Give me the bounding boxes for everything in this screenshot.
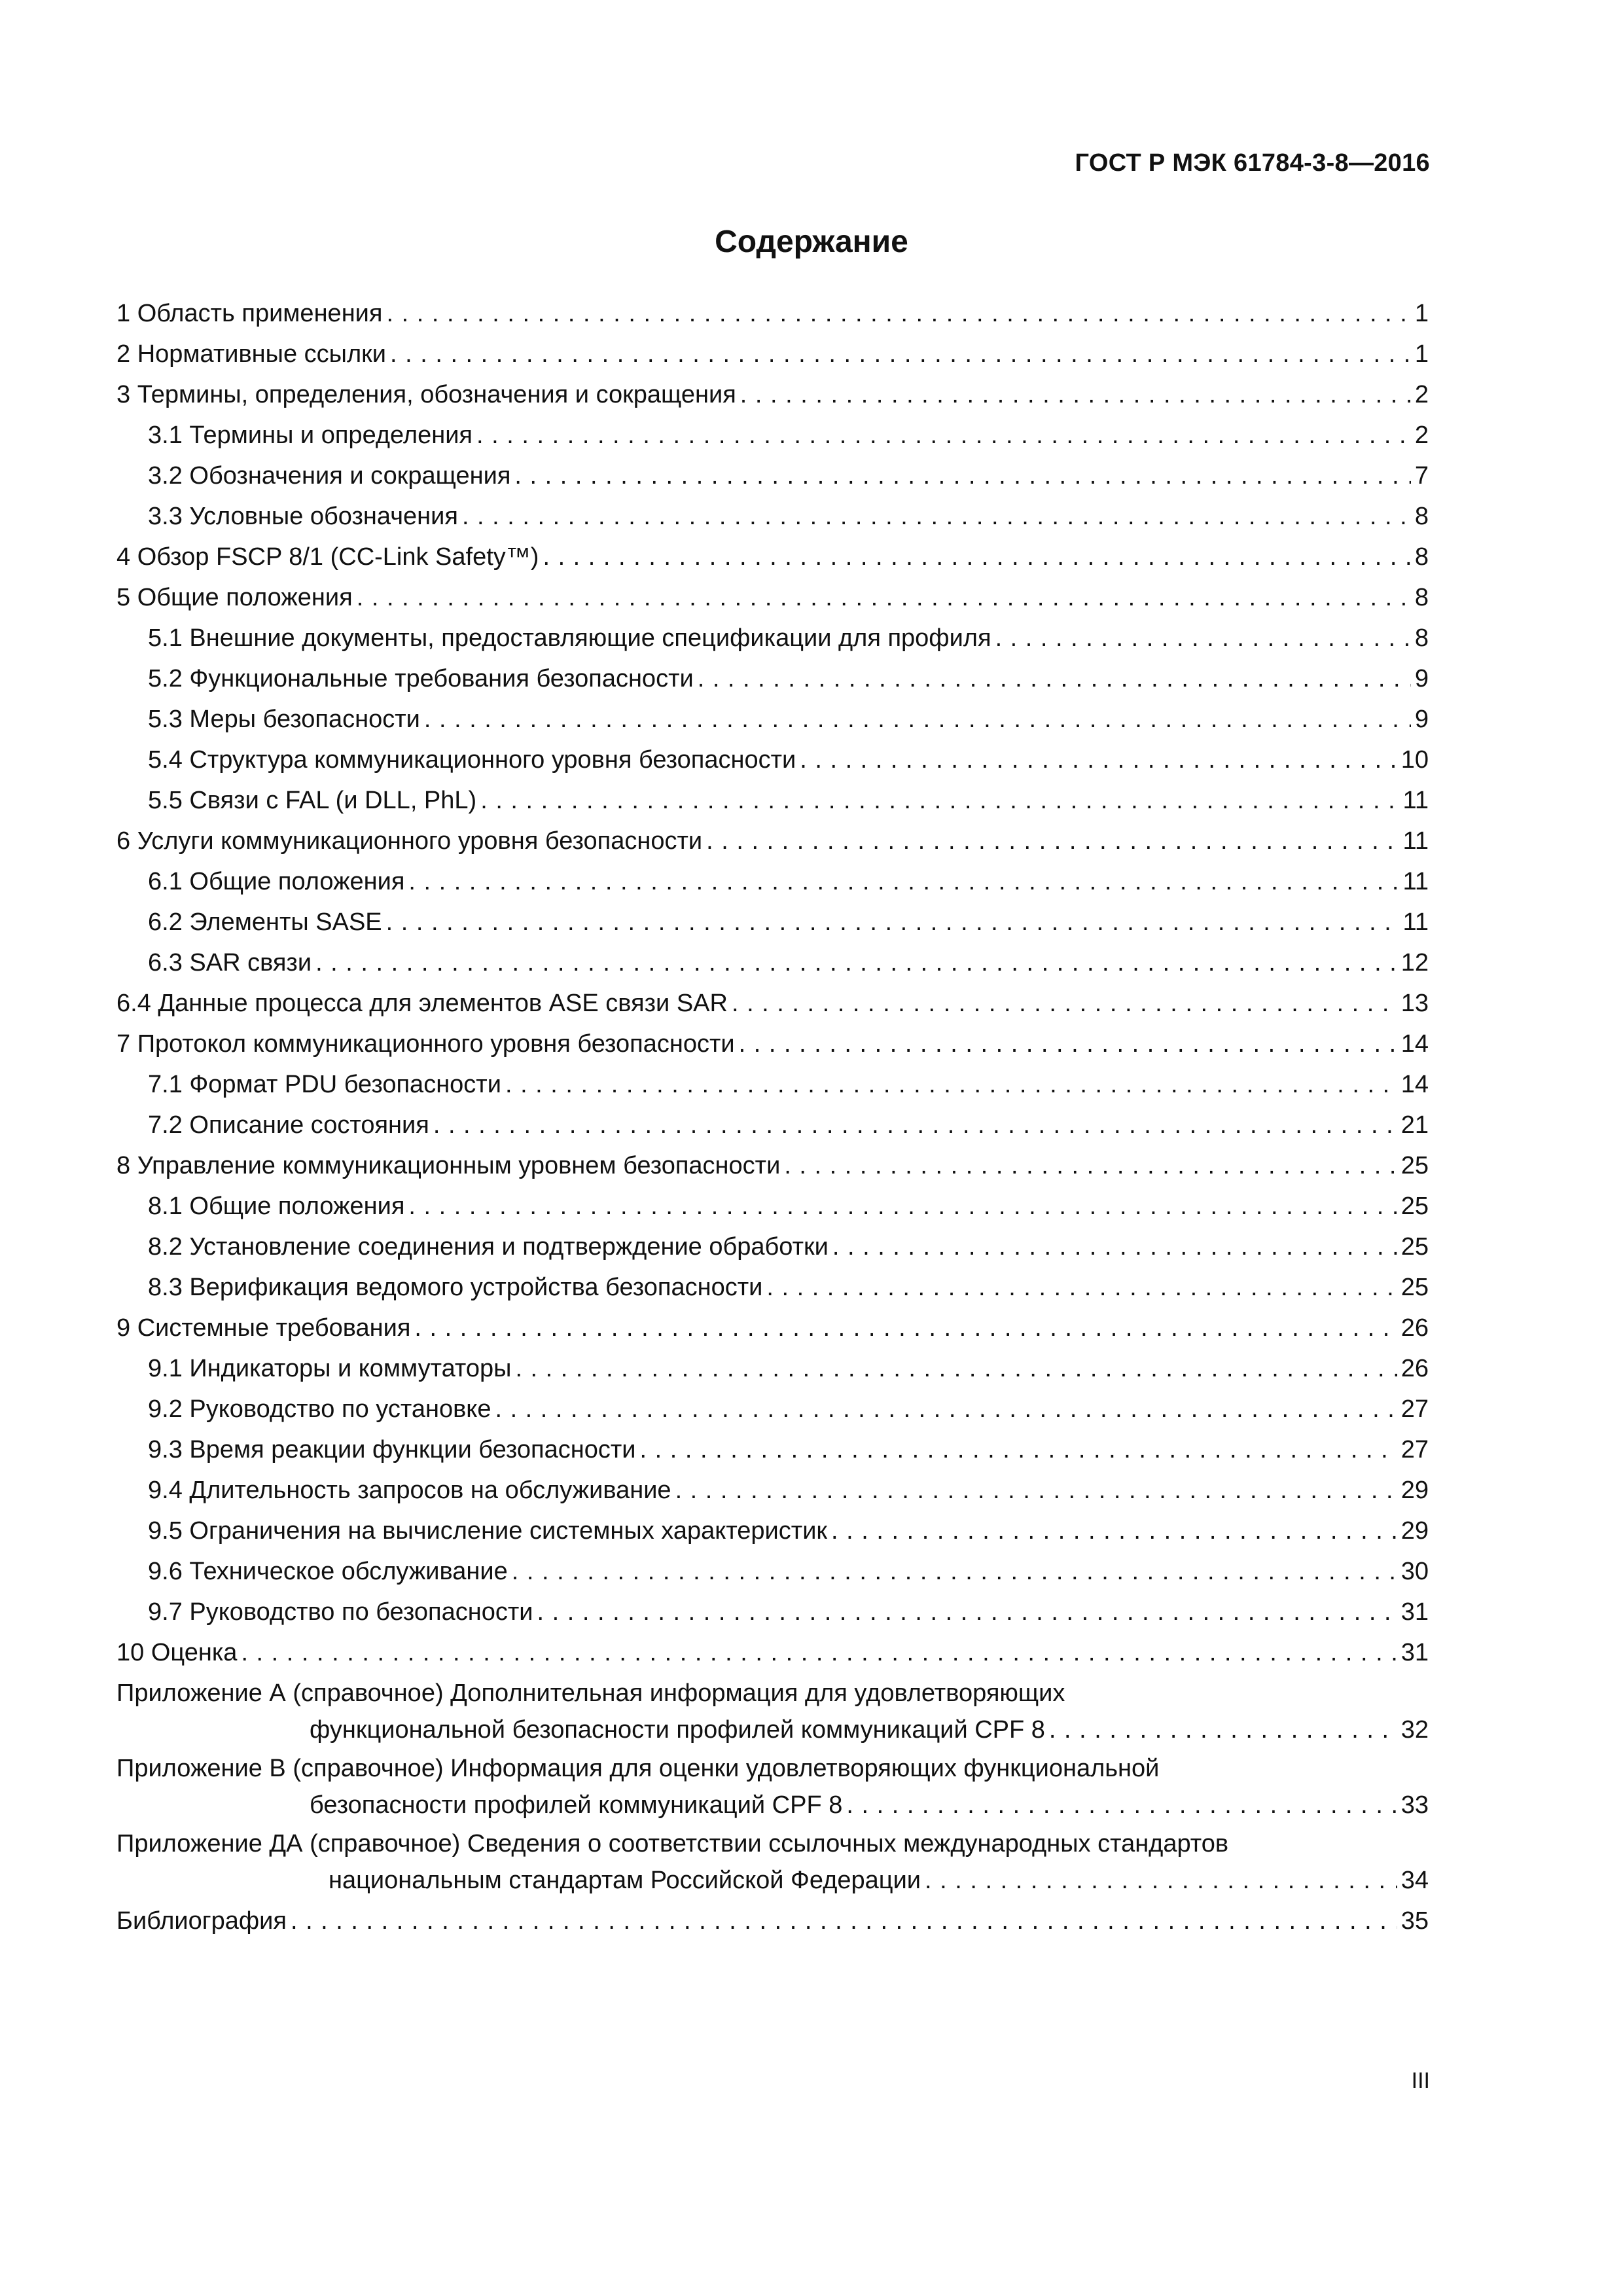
toc-entry-text: 9.1 Индикаторы и коммутаторы (148, 1355, 512, 1382)
toc-entry-text: 8.3 Верификация ведомого устройства безопасности (148, 1274, 763, 1301)
toc-annex-title: Приложение А (справочное) Дополнительная информация для удовлетворяющих (116, 1679, 1065, 1707)
toc-page-number: 14 (1400, 1071, 1429, 1098)
toc-entry-text: 8.1 Общие положения (148, 1193, 405, 1220)
toc-leader-dots (515, 1348, 1397, 1389)
toc-leader-dots (925, 1862, 1397, 1899)
toc-entry-text: 9.4 Длительность запросов на обслуживание (148, 1477, 671, 1504)
table-of-contents (116, 293, 1429, 1941)
toc-page-number: 29 (1400, 1477, 1429, 1504)
toc-page-number: 27 (1400, 1395, 1429, 1423)
toc-leader-dots (706, 821, 1399, 861)
toc-page-number: 21 (1400, 1111, 1429, 1139)
toc-leader-dots (640, 1429, 1397, 1470)
toc-entry-text: 8.2 Установление соединения и подтверждение обработки (148, 1233, 829, 1261)
toc-page-number: 7 (1414, 462, 1429, 490)
toc-entry[interactable] (116, 1024, 1429, 1064)
toc-page-number: 27 (1400, 1436, 1429, 1463)
page-title: Содержание (715, 224, 908, 259)
toc-leader-dots (408, 861, 1399, 902)
toc-entry[interactable] (116, 1348, 1429, 1389)
toc-entry-text: 7 Протокол коммуникационного уровня безопасности (116, 1030, 735, 1058)
toc-entry-text: 8 Управление коммуникационным уровнем безопасности (116, 1152, 781, 1179)
toc-page-number: 25 (1400, 1193, 1429, 1220)
toc-entry-text: Библиография (116, 1907, 287, 1935)
toc-entry-text: безопасности профилей коммуникаций CPF 8 (310, 1791, 843, 1819)
toc-leader-dots (537, 1592, 1397, 1632)
toc-entries (116, 293, 1429, 1673)
toc-page-number: 25 (1400, 1233, 1429, 1261)
toc-entry[interactable] (116, 1470, 1429, 1511)
toc-entry-text: функциональной безопасности профилей коммуникаций CPF 8 (310, 1716, 1045, 1744)
toc-leader-dots (495, 1389, 1397, 1429)
toc-entry-text: 9.6 Техническое обслуживание (148, 1558, 508, 1585)
toc-leader-dots (424, 699, 1411, 740)
toc-leader-dots (357, 577, 1411, 618)
toc-annex-title: Приложение ДА (справочное) Сведения о соответствии ссылочных международных стандартов (116, 1830, 1229, 1857)
toc-entry-text: 4 Обзор FSCP 8/1 (CC-Link Safety™) (116, 543, 539, 571)
toc-entry[interactable] (116, 293, 1429, 334)
toc-entry[interactable] (116, 1632, 1429, 1673)
toc-page-number: 34 (1400, 1867, 1429, 1894)
toc-entry-text: 5.2 Функциональные требования безопасности (148, 665, 694, 692)
toc-entry[interactable] (116, 942, 1429, 983)
toc-page-number: 14 (1400, 1030, 1429, 1058)
toc-page-number: 12 (1400, 949, 1429, 977)
document-header: ГОСТ Р МЭК 61784-3-8—2016 (1075, 149, 1430, 177)
toc-entry[interactable] (116, 740, 1429, 780)
toc-entry-text: 3.3 Условные обозначения (148, 503, 458, 530)
toc-entry[interactable] (116, 821, 1429, 861)
toc-page-number: 30 (1400, 1558, 1429, 1585)
toc-annex-continuation (116, 1862, 1429, 1899)
toc-entry[interactable] (116, 1511, 1429, 1551)
toc-entry-text: 10 Оценка (116, 1639, 238, 1666)
toc-entry[interactable] (116, 1105, 1429, 1145)
toc-page-number: 32 (1400, 1716, 1429, 1744)
toc-entry[interactable] (116, 1186, 1429, 1227)
toc-leader-dots (543, 537, 1410, 577)
toc-entry-text: 9.7 Руководство по безопасности (148, 1598, 533, 1626)
toc-page-number: 31 (1400, 1639, 1429, 1666)
toc-entry-text: 7.2 Описание состояния (148, 1111, 429, 1139)
toc-entry-text: 9.3 Время реакции функции безопасности (148, 1436, 636, 1463)
toc-page-number: 8 (1414, 624, 1429, 652)
toc-page-number: 26 (1400, 1355, 1429, 1382)
toc-entry-text: 6.3 SAR связи (148, 949, 312, 977)
toc-entry-text: 6 Услуги коммуникационного уровня безопасности (116, 827, 703, 855)
toc-entry[interactable] (116, 1592, 1429, 1632)
toc-leader-dots (480, 780, 1399, 821)
toc-page-number: 25 (1400, 1274, 1429, 1301)
toc-page-number: 2 (1414, 422, 1429, 449)
toc-entry-bibliography[interactable] (116, 1901, 1429, 1941)
toc-entry[interactable] (116, 1227, 1429, 1267)
toc-entry-text: 2 Нормативные ссылки (116, 340, 386, 368)
toc-entry[interactable] (116, 496, 1429, 537)
toc-entry-text: 9.5 Ограничения на вычисление системных характеристик (148, 1517, 828, 1545)
toc-leader-dots (241, 1632, 1397, 1673)
toc-page-number: 9 (1414, 665, 1429, 692)
toc-entry-text: 5.3 Меры безопасности (148, 706, 420, 733)
toc-page-number: 11 (1402, 827, 1429, 855)
toc-leader-dots (390, 334, 1411, 374)
toc-entry[interactable] (116, 618, 1429, 658)
toc-page-number: 25 (1400, 1152, 1429, 1179)
toc-leader-dots (462, 496, 1411, 537)
toc-leader-dots (476, 415, 1411, 456)
toc-page-number: 10 (1400, 746, 1429, 774)
toc-page-number: 11 (1402, 908, 1429, 936)
toc-entry[interactable] (116, 983, 1429, 1024)
toc-entry-text: 3 Термины, определения, обозначения и сокращения (116, 381, 736, 408)
toc-entry-text: 3.1 Термины и определения (148, 422, 473, 449)
toc-leader-dots (291, 1901, 1397, 1941)
toc-entry-text: 7.1 Формат PDU безопасности (148, 1071, 501, 1098)
toc-leader-dots (831, 1511, 1397, 1551)
toc-leader-dots (675, 1470, 1397, 1511)
toc-page-number: 31 (1400, 1598, 1429, 1626)
toc-entry[interactable] (116, 1064, 1429, 1105)
toc-entry-text: 6.2 Элементы SASE (148, 908, 382, 936)
toc-entry[interactable] (116, 658, 1429, 699)
toc-entry[interactable] (116, 780, 1429, 821)
toc-entry-text: 1 Область применения (116, 300, 383, 327)
toc-entry[interactable] (116, 334, 1429, 374)
toc-annex-a[interactable] (116, 1675, 1429, 1748)
toc-leader-dots (800, 740, 1397, 780)
toc-entry-text: 5 Общие положения (116, 584, 353, 611)
toc-entry[interactable] (116, 699, 1429, 740)
toc-annex-continuation (116, 1712, 1429, 1748)
toc-page-number: 35 (1400, 1907, 1429, 1935)
page-number: III (1411, 2068, 1430, 2093)
toc-entry[interactable] (116, 1551, 1429, 1592)
toc-page-number: 1 (1414, 300, 1429, 327)
toc-entry-text: 5.5 Связи с FAL (и DLL, PhL) (148, 787, 477, 814)
toc-entry[interactable] (116, 1389, 1429, 1429)
toc-leader-dots (846, 1787, 1397, 1823)
toc-page-number: 29 (1400, 1517, 1429, 1545)
toc-leader-dots (386, 902, 1399, 942)
toc-entry[interactable] (116, 1429, 1429, 1470)
toc-leader-dots (408, 1186, 1397, 1227)
toc-entry[interactable] (116, 537, 1429, 577)
toc-leader-dots (433, 1105, 1397, 1145)
toc-leader-dots (514, 456, 1410, 496)
toc-entry-text: 9.2 Руководство по установке (148, 1395, 491, 1423)
toc-entry-text: 5.1 Внешние документы, предоставляющие спецификации для профиля (148, 624, 991, 652)
toc-leader-dots (698, 658, 1411, 699)
toc-entry[interactable] (116, 1145, 1429, 1186)
toc-annex-da[interactable] (116, 1825, 1429, 1899)
toc-leader-dots (740, 374, 1411, 415)
toc-page-number: 26 (1400, 1314, 1429, 1342)
toc-page-number: 33 (1400, 1791, 1429, 1819)
toc-page-number: 8 (1414, 584, 1429, 611)
toc-page-number: 1 (1414, 340, 1429, 368)
toc-entry-text: 6.1 Общие положения (148, 868, 405, 895)
toc-leader-dots (414, 1308, 1397, 1348)
toc-entry[interactable] (116, 861, 1429, 902)
toc-leader-dots (1049, 1712, 1397, 1748)
toc-entry[interactable] (116, 415, 1429, 456)
toc-entry[interactable] (116, 577, 1429, 618)
toc-leader-dots (512, 1551, 1397, 1592)
toc-annex-continuation (116, 1787, 1429, 1823)
toc-annex-b[interactable] (116, 1750, 1429, 1823)
toc-entry[interactable] (116, 1308, 1429, 1348)
toc-leader-dots (505, 1064, 1397, 1105)
toc-entry-text: 5.4 Структура коммуникационного уровня безопасности (148, 746, 796, 774)
toc-entry-text: 6.4 Данные процесса для элементов ASE связи SAR (116, 990, 728, 1017)
toc-entry-text: национальным стандартам Российской Федерации (329, 1867, 921, 1894)
toc-entry-text: 9 Системные требования (116, 1314, 411, 1342)
toc-annex-title: Приложение В (справочное) Информация для оценки удовлетворяющих функциональной (116, 1755, 1160, 1782)
toc-leader-dots (766, 1267, 1397, 1308)
toc-page-number: 11 (1402, 787, 1429, 814)
toc-leader-dots (315, 942, 1397, 983)
toc-leader-dots (832, 1227, 1397, 1267)
toc-page-number: 8 (1414, 503, 1429, 530)
toc-entry-text: 3.2 Обозначения и сокращения (148, 462, 511, 490)
toc-entry[interactable] (116, 1267, 1429, 1308)
toc-leader-dots (739, 1024, 1397, 1064)
toc-entry[interactable] (116, 374, 1429, 415)
toc-page-number: 2 (1414, 381, 1429, 408)
toc-entry[interactable] (116, 902, 1429, 942)
toc-page-number: 13 (1400, 990, 1429, 1017)
toc-leader-dots (732, 983, 1397, 1024)
toc-leader-dots (386, 293, 1410, 334)
toc-page-number: 8 (1414, 543, 1429, 571)
toc-page-number: 11 (1402, 868, 1429, 895)
toc-leader-dots (995, 618, 1411, 658)
toc-entry[interactable] (116, 456, 1429, 496)
toc-page-number: 9 (1414, 706, 1429, 733)
toc-leader-dots (784, 1145, 1397, 1186)
